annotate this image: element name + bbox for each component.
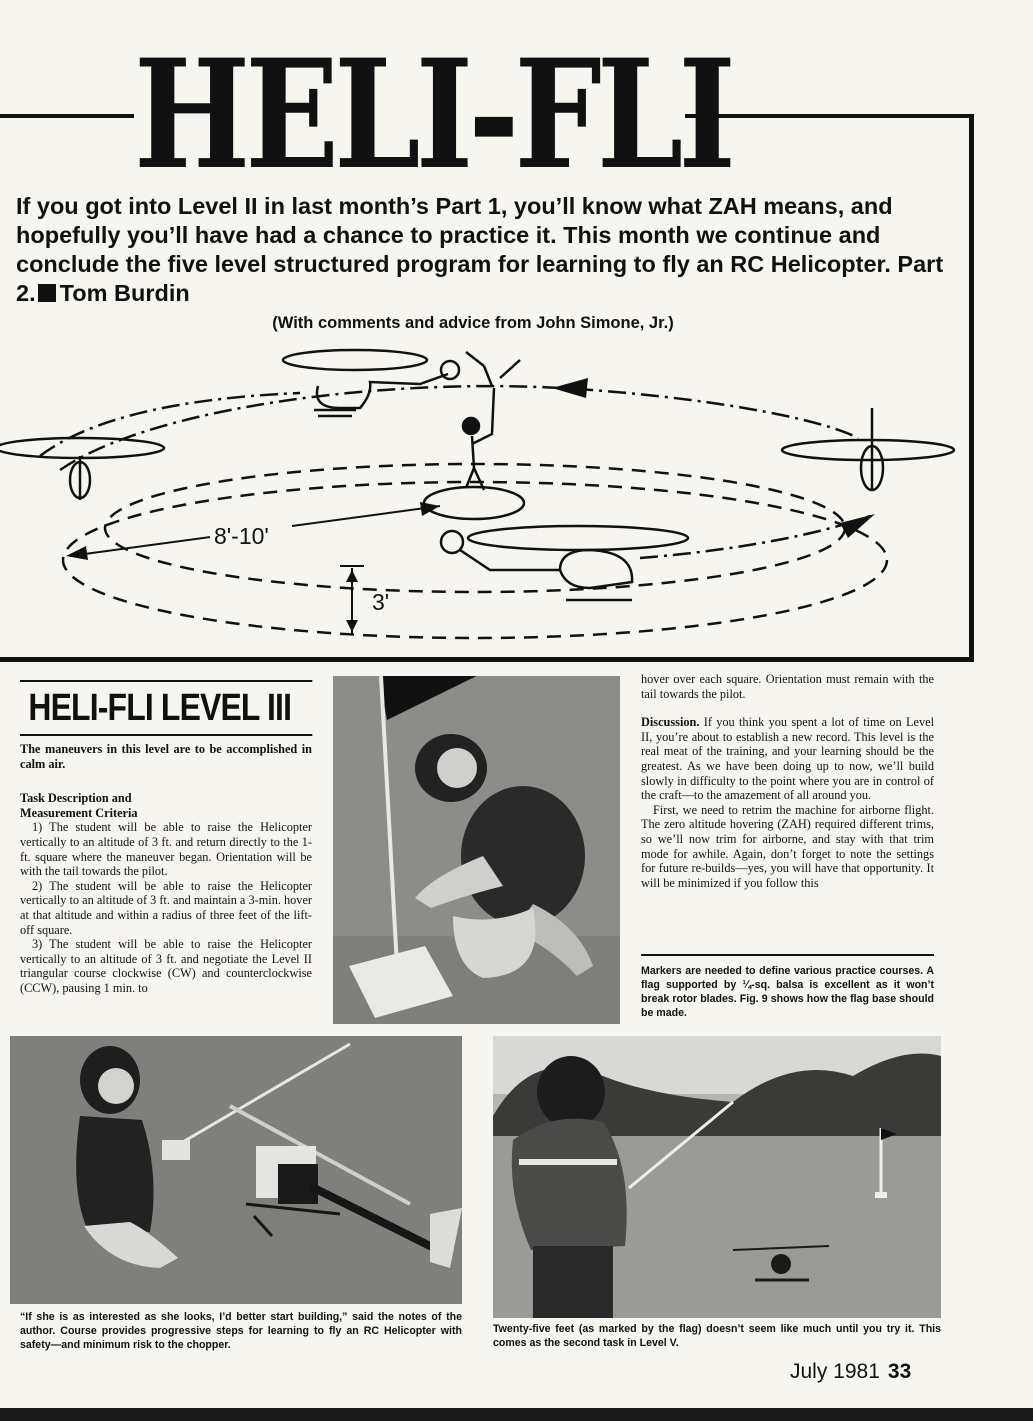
height-label: 3' [372,589,390,615]
boy-caption: Twenty-five feet (as marked by the flag) doesn’t seem like much until you try it. This comes as the second task in Level V. [493,1323,941,1349]
flag-caption: Markers are needed to define various practice courses. A flag supported by ¼-sq. balsa is excellent as it won’t break rotor blades. Fig. 9 shows how the flag base should be made. [641,965,934,1019]
task-item: 1) The student will be able to raise the Helicopter vertically to an altitude of 3 ft. and return directly to the 1-ft. square where the maneuver began. Orientation will be with the tail towards the pilot. [20,820,312,879]
subhead-line-1: Task Description and [20,791,132,806]
task-item: 2) The student will be able to raise the Helicopter vertically to an altitude of 3 ft. and maintain a 3-min. hover at that altitude and within a radius of three feet of the lift-off square. [20,878,312,937]
distance-label: 8'-10' [214,523,269,549]
lead-paragraph: The maneuvers in this level are to be accomplished in calm air. [20,742,312,771]
arrow-inner-icon [840,514,875,538]
helicopter-icon [441,526,688,600]
body-paragraph: First, we need to retrim the machine for airborne flight. The zero altitude hovering (ZAH) required different trims, so we’ll now trim for airborne, and stay with that trim mode for awhile. Again, don’t forget to note the settings for future re-builds—yes, you will have that opportunity. It will be minimized if you follow this [641,802,934,890]
task-item: 3) The student will be able to raise the Helicopter vertically to an altitude of 3 ft. and negotiate the Level II triangular course clockwise (CW) and counterclockwise (CCW), pausing 1 min. to [20,937,312,995]
author-name: Tom Burdin [59,280,190,306]
flag-photo [333,676,620,1024]
helicopter-icon [0,438,164,500]
page-edge [0,1408,1033,1421]
page-title: HELI-FLI [134,27,732,203]
subhead-line-2: Measurement Criteria [20,805,138,820]
girl-transmitter-photo [10,1036,462,1304]
level-heading: HELI-FLI LEVEL III [20,680,312,736]
intro-dek [16,192,946,308]
boy-flying-photo [493,1036,941,1318]
girl-caption: “If she is as interested as she looks, I’d better start building,” said the notes of the author. Course provides progressive steps for learning to fly an RC Helicopter with safety—and minimum risk to the chopper. [20,1311,462,1351]
outer-course-path [60,386,858,470]
helicopter-icon [283,350,459,416]
column-1 [20,742,312,996]
dek-text: If you got into Level II in last month’s Part 1, you’ll know what ZAH means, and hopefully you’ll have had a chance to practice it. This month we continue and conclude the five level structured program for learning to fly an RC Helicopter. Part 2. [16,193,944,306]
continued-paragraph: hover over each square. Orientation must remain with the tail towards the pilot. [641,672,934,701]
comments-credit: (With comments and advice from John Simone, Jr.) [272,314,674,332]
flight-pattern-diagram [0,338,975,648]
folio [790,1360,911,1384]
caption-rule [641,954,934,956]
column-3 [641,672,934,890]
arrow-outer-icon [552,378,588,398]
discussion-paragraph [641,715,934,803]
issue-date: July 1981 [790,1360,880,1383]
discussion-label: Discussion. [641,715,700,730]
end-square-icon [38,284,56,302]
discussion-text: If you think you spent a lot of time on Level II, you’re about to establish a new record. This level is the real meat of the training, and your learning should be the greatest. As we have been doing up to now, we’ll build slowly in difficulty to the point where you are in control of the craft—to the amazement of all around you. [641,715,934,803]
page-number: 33 [887,1360,912,1383]
